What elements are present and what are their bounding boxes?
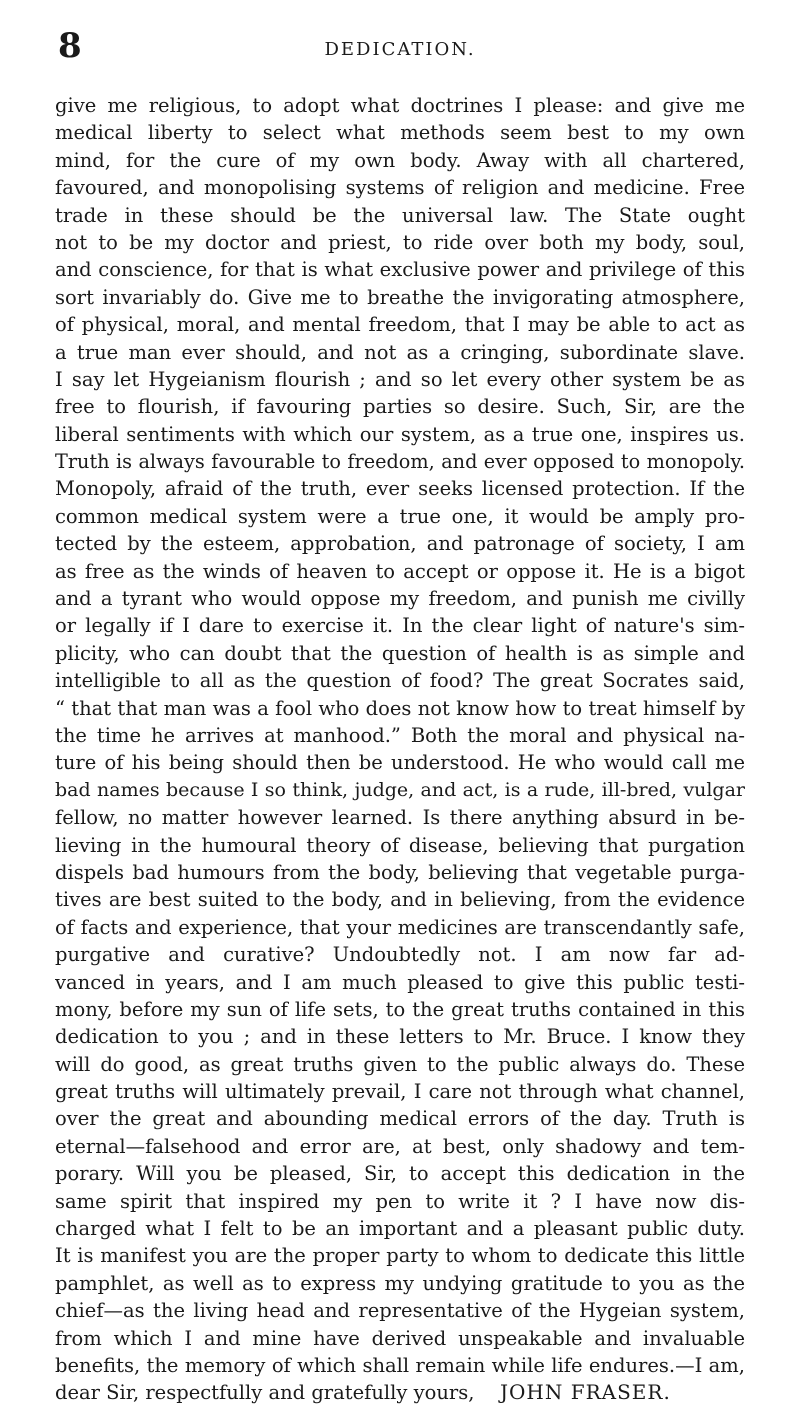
text-line: purgative and curative? Undoubtedly not. I am now far ad- (55, 943, 745, 967)
text-line: the time he arrives at manhood.” Both the moral and physical na- (55, 723, 745, 747)
text-line: tected by the esteem, approbation, and patronage of society, I am (55, 532, 745, 556)
text-line: dispels bad humours from the body, believing that vegetable purga- (55, 860, 745, 884)
text-line: ture of his being should then be understood. He who would call me (55, 751, 745, 775)
text-line: vanced in years, and I am much pleased to give this public testi- (55, 970, 745, 994)
text-line: intelligible to all as the question of food? The great Socrates said, (55, 669, 745, 693)
text-line: and conscience, for that is what exclusive power and privilege of this (55, 258, 745, 282)
text-line: great truths will ultimately prevail, I care not through what channel, (55, 1080, 745, 1104)
text-line: from which I and mine have derived unspeakable and invaluable (55, 1326, 745, 1350)
text-line: dedication to you ; and in these letters to Mr. Bruce. I know they (55, 1025, 745, 1049)
text-line: plicity, who can doubt that the question of health is as simple and (55, 641, 745, 665)
text-line: pamphlet, as well as to express my undying gratitude to you as the (55, 1271, 745, 1295)
page-number: 8 (58, 26, 82, 66)
text-line: liberal sentiments with which our system, as a true one, inspires us. (55, 422, 745, 446)
text-line: of physical, moral, and mental freedom, that I may be able to act as (55, 313, 745, 337)
text-line: I say let Hygeianism flourish ; and so let every other system be as (55, 367, 745, 391)
running-head (0, 26, 800, 66)
text-line: and a tyrant who would oppose my freedom, and punish me civilly (55, 587, 745, 611)
text-line: give me religious, to adopt what doctrines I please: and give me (55, 94, 745, 117)
closing-line (55, 1379, 745, 1406)
text-line: benefits, the memory of which shall remain while life endures.—I am, (55, 1353, 745, 1377)
text-line: “ that that man was a fool who does not know how to treat himself by (55, 696, 745, 720)
text-line: common medical system were a true one, it would be amply pro- (55, 504, 745, 528)
text-line: porary. Will you be pleased, Sir, to accept this dedication in the (55, 1162, 745, 1186)
text-line: over the great and abounding medical errors of the day. Truth is (55, 1107, 745, 1131)
text-line: lieving in the humoural theory of disease, believing that purgation (55, 833, 745, 857)
text-line: trade in these should be the universal law. The State ought (55, 203, 745, 227)
signature: JOHN FRASER. (500, 1380, 671, 1405)
text-line: Truth is always favourable to freedom, and ever opposed to monopoly. (55, 450, 745, 474)
text-line: It is manifest you are the proper party to whom to dedicate this little (55, 1244, 745, 1268)
text-line: tives are best suited to the body, and in believing, from the evidence (55, 888, 745, 912)
dedication-text (55, 92, 745, 1407)
text-line: charged what I felt to be an important and a pleasant public duty. (55, 1217, 745, 1241)
text-line: fellow, no matter however learned. Is there anything absurd in be- (55, 806, 745, 830)
text-line: a true man ever should, and not as a cringing, subordinate slave. (55, 340, 745, 364)
text-line: same spirit that inspired my pen to write it ? I have now dis- (55, 1189, 745, 1213)
text-line: favoured, and monopolising systems of religion and medicine. Free (55, 176, 745, 200)
text-line: free to flourish, if favouring parties so desire. Such, Sir, are the (55, 395, 745, 419)
text-line: Monopoly, afraid of the truth, ever seeks licensed protection. If the (55, 477, 745, 501)
text-line: or legally if I dare to exercise it. In the clear light of nature's sim- (55, 614, 745, 638)
text-line: eternal—falsehood and error are, at best, only shadowy and tem- (55, 1134, 745, 1158)
text-line: medical liberty to select what methods seem best to my own (55, 121, 745, 145)
text-line: sort invariably do. Give me to breathe the invigorating atmosphere, (55, 285, 745, 309)
text-line: as free as the winds of heaven to accept or oppose it. He is a bigot (55, 559, 745, 583)
closing-salutation: dear Sir, respectfully and gratefully yours, (55, 1381, 475, 1405)
text-line: not to be my doctor and priest, to ride over both my body, soul, (55, 230, 745, 254)
text-line: of facts and experience, that your medicines are transcendantly safe, (55, 915, 745, 939)
section-title: DEDICATION. (324, 39, 476, 60)
text-line: mind, for the cure of my own body. Away with all chartered, (55, 148, 745, 172)
text-line: chief—as the living head and representative of the Hygeian system, (55, 1299, 745, 1323)
text-line: will do good, as great truths given to the public always do. These (55, 1052, 745, 1076)
text-line: mony, before my sun of life sets, to the great truths contained in this (55, 997, 745, 1021)
text-line: bad names because I so think, judge, and act, is a rude, ill-bred, vulgar (55, 778, 745, 801)
